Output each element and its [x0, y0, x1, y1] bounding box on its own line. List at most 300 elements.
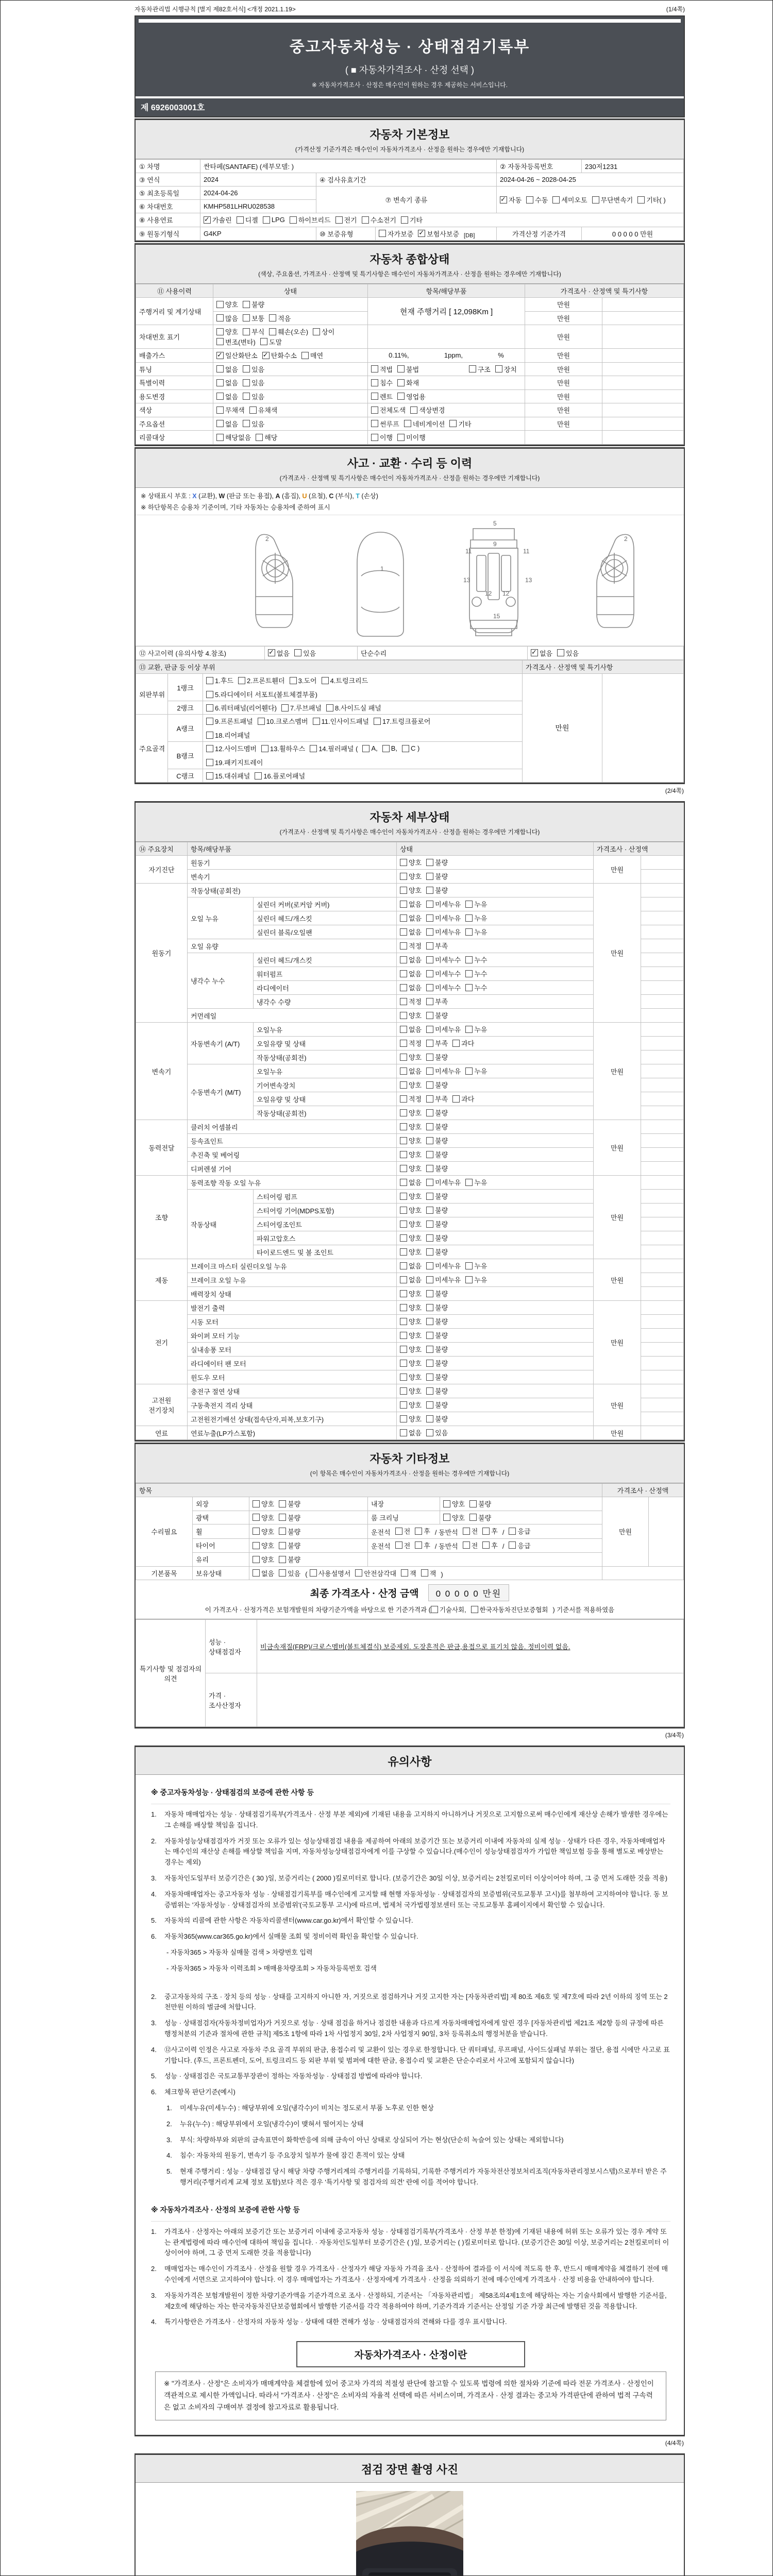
- checkbox[interactable]: [243, 301, 250, 308]
- checkbox[interactable]: [253, 1556, 260, 1563]
- current-mileage-value: 현재 주행거리 [ 12,098Km ]: [368, 298, 525, 325]
- checkbox-label: 없음: [277, 649, 290, 657]
- checkbox[interactable]: [395, 1528, 402, 1535]
- checkbox[interactable]: [279, 1556, 286, 1563]
- checkbox[interactable]: [426, 1067, 433, 1075]
- checkbox[interactable]: [463, 1528, 470, 1535]
- checkbox-option: [426, 1233, 448, 1243]
- checkbox[interactable]: [426, 1026, 433, 1033]
- checkbox[interactable]: [426, 1221, 433, 1228]
- damage-code-desc: (교환),: [196, 492, 219, 500]
- checkbox[interactable]: [418, 230, 425, 237]
- checkbox[interactable]: [400, 1081, 407, 1089]
- checkbox[interactable]: [463, 1541, 470, 1549]
- checkbox[interactable]: [371, 365, 378, 372]
- checkbox[interactable]: [400, 1040, 407, 1047]
- checkbox[interactable]: [326, 704, 333, 711]
- checkbox[interactable]: [400, 1360, 407, 1367]
- checkbox[interactable]: [557, 649, 564, 656]
- checkbox-label: 불량: [435, 873, 448, 881]
- checkbox[interactable]: [400, 859, 407, 866]
- checkbox[interactable]: [509, 1541, 516, 1549]
- checkbox[interactable]: [431, 1606, 438, 1613]
- checkbox[interactable]: [500, 196, 507, 204]
- checkbox[interactable]: [362, 216, 369, 224]
- checkbox[interactable]: [371, 434, 378, 441]
- gas-value: %: [498, 351, 504, 360]
- checkbox[interactable]: [216, 393, 224, 400]
- gas-values: [371, 351, 522, 359]
- checkbox[interactable]: [204, 216, 211, 224]
- checkbox[interactable]: [400, 1026, 407, 1033]
- status-options: [397, 981, 594, 995]
- checkbox[interactable]: [371, 420, 378, 427]
- damage-code-desc: (손상): [359, 492, 378, 500]
- checkbox[interactable]: [301, 352, 309, 359]
- checkbox-option: [400, 1330, 422, 1340]
- checkbox[interactable]: [260, 338, 267, 345]
- checkbox[interactable]: [426, 1401, 433, 1409]
- checkbox[interactable]: [206, 759, 213, 766]
- checkbox[interactable]: [397, 365, 405, 372]
- checkbox[interactable]: [526, 196, 533, 204]
- checkbox[interactable]: [400, 1290, 407, 1297]
- checkbox[interactable]: [400, 1304, 407, 1311]
- checkbox[interactable]: [465, 1276, 473, 1283]
- checkbox[interactable]: [426, 1012, 433, 1019]
- checkbox[interactable]: [426, 873, 433, 880]
- checkbox-option: [463, 1540, 478, 1550]
- checkbox[interactable]: [400, 887, 407, 894]
- checkbox[interactable]: [400, 1151, 407, 1158]
- notice-item: [151, 2018, 670, 2040]
- checkbox[interactable]: [637, 196, 645, 204]
- checkbox[interactable]: [216, 338, 224, 345]
- checkbox[interactable]: [400, 956, 407, 963]
- checkbox[interactable]: [400, 1095, 407, 1103]
- checkbox[interactable]: [371, 379, 378, 386]
- status-options: [397, 967, 594, 981]
- checkbox[interactable]: [465, 901, 473, 908]
- checkbox[interactable]: [426, 970, 433, 977]
- checkbox[interactable]: [263, 216, 270, 224]
- item-label: 등속죠인트: [188, 1134, 397, 1148]
- checkbox[interactable]: [400, 970, 407, 977]
- checkbox[interactable]: [410, 406, 417, 414]
- checkbox[interactable]: [400, 1401, 407, 1409]
- checkbox[interactable]: [452, 1095, 460, 1103]
- checkbox[interactable]: [206, 718, 213, 725]
- checkbox[interactable]: [371, 393, 378, 400]
- checkbox[interactable]: [401, 1569, 408, 1577]
- checkbox[interactable]: [279, 1500, 286, 1507]
- checkbox[interactable]: [552, 196, 560, 204]
- checkbox[interactable]: [400, 1123, 407, 1130]
- checkbox[interactable]: [243, 328, 250, 335]
- sub-item-label: 오일유량 및 상태: [254, 1037, 397, 1050]
- checkbox[interactable]: [443, 1500, 450, 1507]
- checkbox[interactable]: [465, 1026, 473, 1033]
- checkbox[interactable]: [400, 901, 407, 908]
- price-note-cell: [641, 995, 684, 1009]
- inspector-opinion-text: 비금속재질(FRP)/크로스멤버(볼트체결식) 보증제외. 도장흔적은 판금,용접으로 표기치 않음. 정비이력 없음.: [257, 1620, 684, 1673]
- checkbox-option: [426, 899, 461, 909]
- checkbox[interactable]: [465, 914, 473, 922]
- checkbox[interactable]: [465, 1067, 473, 1075]
- checkbox[interactable]: [243, 365, 250, 372]
- checkbox[interactable]: [281, 704, 289, 711]
- checkbox[interactable]: [426, 942, 433, 950]
- checkbox-option: [426, 1205, 448, 1215]
- checkbox[interactable]: [261, 745, 268, 752]
- damage-code: T: [356, 492, 360, 500]
- checkbox[interactable]: [355, 1569, 362, 1577]
- final-price-label: 최종 가격조사 · 산정 금액: [310, 1588, 419, 1599]
- price-note-cell: [641, 870, 684, 884]
- checkbox[interactable]: [258, 718, 265, 725]
- checkbox[interactable]: [426, 1054, 433, 1061]
- checkbox[interactable]: [253, 1514, 260, 1521]
- legend-prefix: ※ 상태표시 부호 :: [141, 492, 193, 500]
- price-unit: 만원: [602, 1497, 649, 1567]
- device-group-label: 전기: [136, 1301, 188, 1384]
- checkbox[interactable]: [206, 704, 213, 711]
- row-label: 주요옵션: [136, 417, 213, 431]
- checkbox[interactable]: [426, 1332, 433, 1339]
- checkbox[interactable]: [279, 1542, 286, 1549]
- checkbox-label: 불량: [435, 1109, 448, 1117]
- diagram-number: 11: [465, 547, 472, 555]
- simple-repair-label: 단순수리: [358, 646, 528, 660]
- checkbox[interactable]: [310, 745, 317, 752]
- checkbox[interactable]: [397, 379, 405, 386]
- checkbox[interactable]: [400, 942, 407, 950]
- checkbox[interactable]: [426, 1179, 433, 1186]
- checkbox[interactable]: [469, 1500, 477, 1507]
- checkbox[interactable]: [465, 956, 473, 963]
- checkbox[interactable]: [216, 365, 224, 372]
- checkbox[interactable]: [426, 1137, 433, 1144]
- checkbox[interactable]: [279, 1528, 286, 1535]
- checkbox[interactable]: [426, 1040, 433, 1047]
- checkbox[interactable]: [216, 434, 224, 441]
- notice-item-text: 특기사항란은 가격조사 · 산정자의 자동차 성능 · 상태에 대한 견해가 성능 · 상태점검자의 견해와 다를 경우 표시합니다.: [164, 2318, 507, 2326]
- sub-item-label: 냉각수 수량: [254, 995, 397, 1009]
- form-header: [135, 15, 685, 117]
- checkbox[interactable]: [401, 216, 408, 224]
- checkbox[interactable]: [262, 352, 270, 359]
- checkbox[interactable]: [216, 328, 224, 335]
- checkbox[interactable]: [290, 216, 297, 224]
- checkbox[interactable]: [400, 1012, 407, 1019]
- checkbox[interactable]: [256, 434, 263, 441]
- checkbox[interactable]: [400, 1318, 407, 1325]
- checkbox[interactable]: [495, 365, 502, 372]
- section-title: [136, 803, 684, 842]
- checkbox[interactable]: [397, 434, 405, 441]
- checkbox-label: 양호: [409, 1054, 422, 1062]
- checkbox[interactable]: [426, 887, 433, 894]
- checkbox[interactable]: [243, 420, 250, 427]
- panel-options: [203, 742, 523, 769]
- checkbox[interactable]: [238, 677, 245, 684]
- checkbox[interactable]: [206, 772, 213, 779]
- checkbox[interactable]: [426, 1360, 433, 1367]
- checkbox[interactable]: [465, 1179, 473, 1186]
- checkbox[interactable]: [465, 928, 473, 936]
- checkbox[interactable]: [400, 1248, 407, 1256]
- checkbox[interactable]: [243, 314, 250, 321]
- checkbox[interactable]: [465, 1262, 473, 1269]
- price-note-cell: [641, 1190, 684, 1204]
- checkbox-label: 부족: [435, 942, 448, 951]
- checkbox[interactable]: [268, 649, 275, 656]
- checkbox[interactable]: [426, 1248, 433, 1256]
- checkbox[interactable]: [400, 1193, 407, 1200]
- checkbox[interactable]: [400, 1137, 407, 1144]
- checkbox-label: 양호: [261, 1542, 275, 1550]
- checkbox[interactable]: [243, 393, 250, 400]
- checkbox[interactable]: [426, 1304, 433, 1311]
- checkbox[interactable]: [426, 998, 433, 1005]
- checkbox[interactable]: [310, 1569, 317, 1577]
- checkbox[interactable]: [313, 328, 320, 335]
- checkbox-label: 불량: [435, 1387, 448, 1396]
- accident-history-table: [136, 646, 684, 660]
- checkbox-label: 불량: [435, 1304, 448, 1312]
- checkbox[interactable]: [426, 1346, 433, 1353]
- checkbox[interactable]: [400, 1165, 407, 1172]
- position-options: [368, 1538, 602, 1553]
- checkbox[interactable]: [469, 365, 476, 372]
- checkbox-label: 적정: [409, 942, 422, 951]
- checkbox-option: [400, 969, 422, 978]
- item-label: 디퍼렌셜 기어: [188, 1162, 397, 1176]
- checkbox[interactable]: [216, 314, 224, 321]
- checkbox[interactable]: [400, 1262, 407, 1269]
- checkbox[interactable]: [426, 1290, 433, 1297]
- checkbox[interactable]: [362, 745, 369, 752]
- checkbox[interactable]: [216, 379, 224, 386]
- checkbox[interactable]: [426, 1276, 433, 1283]
- checkbox[interactable]: [426, 1318, 433, 1325]
- checkbox-label: 불량: [435, 1318, 448, 1326]
- final-price-note: [136, 1605, 684, 1614]
- checkbox[interactable]: [426, 1165, 433, 1172]
- checkbox[interactable]: [509, 1528, 516, 1535]
- checkbox[interactable]: [400, 1276, 407, 1283]
- checkbox[interactable]: [279, 1514, 286, 1521]
- price-assessment-definition-title: 자동차가격조사 · 산정이란: [296, 2341, 525, 2367]
- checkbox-option: [362, 743, 377, 753]
- price-unit: 만원: [525, 417, 602, 431]
- basic-items-label: 기본품목: [136, 1566, 193, 1580]
- checkbox-option: [469, 1513, 491, 1522]
- damage-code: X: [192, 492, 197, 500]
- checkbox-option: [400, 1275, 422, 1284]
- status-options: [397, 1078, 594, 1092]
- checkbox[interactable]: [253, 1500, 260, 1507]
- checkbox[interactable]: [269, 328, 276, 335]
- checkbox[interactable]: [335, 216, 343, 224]
- checkbox[interactable]: [382, 745, 390, 752]
- checkbox-option: [243, 313, 264, 323]
- checkbox[interactable]: [206, 745, 213, 752]
- checkbox[interactable]: [404, 420, 411, 427]
- checkbox[interactable]: [374, 718, 381, 725]
- checkbox[interactable]: [249, 406, 257, 414]
- checkbox[interactable]: [400, 1374, 407, 1381]
- checkbox[interactable]: [216, 301, 224, 308]
- status-options: [213, 389, 368, 403]
- diagram-number: 12: [485, 589, 492, 597]
- checkbox[interactable]: [206, 732, 213, 739]
- checkbox[interactable]: [400, 1234, 407, 1242]
- checkbox[interactable]: [397, 393, 405, 400]
- checkbox[interactable]: [402, 745, 409, 752]
- checkbox-label: 없음: [225, 365, 239, 374]
- checkbox[interactable]: [216, 352, 224, 359]
- checkbox-option: [290, 215, 331, 225]
- checkbox[interactable]: [426, 1151, 433, 1158]
- status-options: [397, 1050, 594, 1064]
- notice-item-number: 1.: [151, 2227, 157, 2235]
- checkbox[interactable]: [426, 1234, 433, 1242]
- checkbox[interactable]: [531, 649, 538, 656]
- checkbox-label: 후: [491, 1541, 498, 1550]
- checkbox[interactable]: [426, 1415, 433, 1422]
- checkbox[interactable]: [379, 230, 386, 237]
- checkbox[interactable]: [400, 998, 407, 1005]
- checkbox[interactable]: [400, 1067, 407, 1075]
- checkbox[interactable]: [465, 970, 473, 977]
- checkbox[interactable]: [426, 1429, 433, 1436]
- price-unit: 만원: [525, 311, 602, 325]
- checkbox[interactable]: [415, 1528, 422, 1535]
- checkbox[interactable]: [279, 1569, 286, 1577]
- checkbox-label: 양호: [409, 1234, 422, 1243]
- price-note-cell: [602, 311, 684, 325]
- checkbox[interactable]: [443, 1514, 450, 1521]
- checkbox[interactable]: [294, 649, 301, 656]
- checkbox[interactable]: [426, 1193, 433, 1200]
- checkbox[interactable]: [400, 914, 407, 922]
- checkbox[interactable]: [253, 1569, 260, 1577]
- checkbox[interactable]: [253, 1542, 260, 1549]
- status-options: [397, 1245, 594, 1259]
- checkbox[interactable]: [206, 677, 213, 684]
- checkbox[interactable]: [426, 956, 433, 963]
- checkbox[interactable]: [426, 984, 433, 991]
- checkbox[interactable]: [426, 1374, 433, 1381]
- checkbox[interactable]: [426, 1109, 433, 1116]
- checkbox[interactable]: [400, 1332, 407, 1339]
- checkbox[interactable]: [482, 1528, 490, 1535]
- checkbox-option: [426, 982, 461, 992]
- checkbox-label: 불량: [478, 1500, 492, 1508]
- checkbox[interactable]: [465, 984, 473, 991]
- checkbox[interactable]: [426, 1207, 433, 1214]
- status-options: [397, 1176, 594, 1190]
- checkbox-option: [400, 885, 422, 895]
- checkbox-label: 사용설명서: [318, 1569, 351, 1578]
- sub-item-label: 타이로드엔드 및 볼 조인트: [254, 1245, 397, 1259]
- price-note-cell: [641, 1273, 684, 1287]
- checkbox[interactable]: [313, 718, 320, 725]
- checkbox[interactable]: [216, 420, 224, 427]
- checkbox-option: [426, 857, 448, 867]
- checkbox[interactable]: [255, 772, 262, 779]
- checkbox[interactable]: [426, 901, 433, 908]
- checkbox[interactable]: [592, 196, 599, 204]
- checkbox[interactable]: [400, 1387, 407, 1395]
- checkbox-option: [400, 1261, 422, 1270]
- checkbox[interactable]: [253, 1528, 260, 1535]
- checkbox[interactable]: [452, 1040, 460, 1047]
- checkbox[interactable]: [237, 216, 244, 224]
- checkbox[interactable]: [426, 928, 433, 936]
- checkbox[interactable]: [400, 1346, 407, 1353]
- checkbox-option: [500, 195, 522, 205]
- checkbox-option: [204, 215, 232, 225]
- checkbox[interactable]: [400, 1415, 407, 1422]
- checkbox[interactable]: [400, 984, 407, 991]
- checkbox[interactable]: [400, 873, 407, 880]
- checkbox[interactable]: [400, 1221, 407, 1228]
- checkbox[interactable]: [269, 314, 276, 321]
- checkbox[interactable]: [400, 1429, 407, 1436]
- checkbox[interactable]: [426, 914, 433, 922]
- notice-item-number: 1.: [151, 1810, 157, 1818]
- checkbox[interactable]: [400, 1207, 407, 1214]
- checkbox[interactable]: [400, 1109, 407, 1116]
- checkbox[interactable]: [243, 379, 250, 386]
- checkbox-label: 양호: [409, 1012, 422, 1020]
- checkbox[interactable]: [216, 406, 224, 414]
- checkbox-label: 있음: [566, 649, 579, 657]
- checkbox[interactable]: [482, 1541, 490, 1549]
- checkbox[interactable]: [469, 1514, 477, 1521]
- checkbox[interactable]: [426, 1262, 433, 1269]
- checkbox[interactable]: [206, 691, 213, 698]
- checkbox[interactable]: [371, 406, 378, 414]
- checkbox-label: 12.사이드멤버: [215, 745, 257, 753]
- checkbox[interactable]: [471, 1606, 478, 1613]
- checkbox[interactable]: [449, 420, 457, 427]
- checkbox-option: [465, 969, 487, 978]
- checkbox[interactable]: [426, 1123, 433, 1130]
- checkbox[interactable]: [426, 859, 433, 866]
- checkbox[interactable]: [400, 1054, 407, 1061]
- item-label: 배력장치 상태: [188, 1287, 397, 1301]
- checkbox[interactable]: [400, 928, 407, 936]
- checkbox-label: 네비게이션: [412, 420, 445, 428]
- checkbox[interactable]: [426, 1081, 433, 1089]
- checkbox[interactable]: [395, 1541, 402, 1549]
- checkbox[interactable]: [290, 677, 297, 684]
- checkbox[interactable]: [426, 1387, 433, 1395]
- checkbox[interactable]: [421, 1569, 428, 1577]
- right-options: [469, 364, 522, 375]
- hold-status-label: 보유상태: [193, 1566, 249, 1580]
- checkbox[interactable]: [400, 1179, 407, 1186]
- checkbox[interactable]: [415, 1541, 422, 1549]
- checkbox[interactable]: [426, 1095, 433, 1103]
- checkbox[interactable]: [322, 677, 329, 684]
- checkbox-label: 적음: [278, 314, 291, 323]
- notice-item-text: 매매업자는 매수인이 가격조사 · 산정을 원할 경우 가격조사 · 산정자가 해당 자동차 가격을 조사 · 산정하여 결과를 이 서식에 적도록 한 후, 반드시 매매계약을 체결하기 전에 매수인에게 서면으로 고지하여야 합니다. 이 경우 매매업자는 가격조사 · 산정자에게 가격조사 · 산정을 의뢰하기 전에 매수인에게 가격조사 · 산정 비용을 안내하여야 합니다.: [164, 2265, 668, 2283]
- checkbox-option: [400, 1219, 422, 1229]
